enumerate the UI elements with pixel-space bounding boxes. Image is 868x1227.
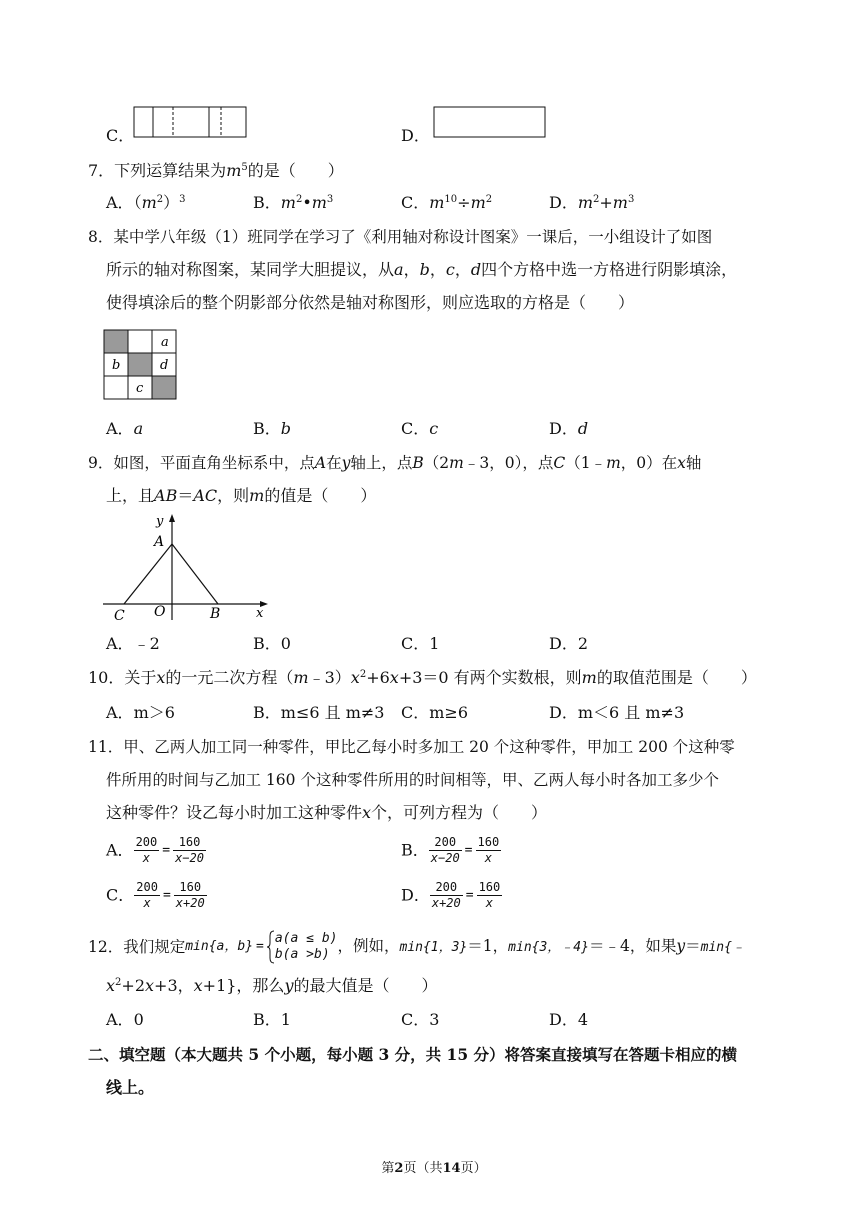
q11-stem-line2: 件所用的时间与乙加工 160 个这种零件所用的时间相等，甲、乙两人每小时各加工多少个: [106, 771, 719, 789]
grid-label-d: d: [160, 358, 169, 373]
section-2-heading-line1: 二、填空题（本大题共 5 个小题，每小题 3 分，共 15 分）将答案直接填写在答题卡相应的横: [88, 1045, 738, 1064]
q6-figure-c: [133, 106, 249, 139]
q9-stem-line2: 上，且AB＝AC，则m的值是（ ）: [106, 486, 377, 505]
q10-option-a[interactable]: A．m＞6: [106, 703, 175, 722]
page-footer: 第2页（共14页）: [381, 1161, 487, 1176]
q11-stem-line3: 这种零件？设乙每小时加工这种零件x个，可列方程为（ ）: [106, 803, 548, 822]
q12-stem-line1: 12．我们规定min{a，b} = a(a ≤ b) b(a >b) ，例如，min{1，3}＝1，min{3，﹣4}＝﹣4，如果y＝min{﹣: [88, 931, 745, 962]
grid-label-a: a: [161, 335, 169, 350]
fig-label-a: A: [154, 534, 165, 550]
q12-option-b[interactable]: B．1: [253, 1010, 291, 1029]
q9-option-a[interactable]: A．﹣2: [106, 634, 160, 653]
grid-label-b: b: [112, 358, 121, 373]
fig-label-c: C: [114, 608, 125, 624]
fig-label-y: y: [156, 514, 164, 529]
q10-option-b[interactable]: B．m≤6 且 m≠3: [253, 703, 385, 722]
q8-option-d[interactable]: D．d: [549, 419, 589, 438]
q12-option-d[interactable]: D．4: [549, 1010, 589, 1029]
q10-option-d[interactable]: D．m＜6 且 m≠3: [549, 703, 685, 722]
q8-stem-line1: 8．某中学八年级（1）班同学在学习了《利用轴对称设计图案》一课后，一小组设计了如图: [88, 228, 713, 246]
q7-option-a[interactable]: A．$(m^2)^3$: [106, 193, 186, 212]
q8-stem-line3: 使得填涂后的整个阴影部分依然是轴对称图形，则应选取的方格是（ ）: [106, 293, 635, 312]
q10-option-c[interactable]: C．m≥6: [401, 703, 469, 722]
option-label: C．: [106, 126, 135, 145]
q6-option-d[interactable]: [401, 126, 430, 146]
q7-option-c[interactable]: C．$m^{10}\div m^2$: [401, 193, 493, 212]
q12-stem-line2: $x^2+2x+3$，x+1}，那么y的最大值是（ ）: [106, 976, 438, 995]
q8-option-c[interactable]: C．c: [401, 419, 439, 438]
q11-option-c[interactable]: C． $\frac{200}{x}$ = $\frac{160}{x+20}$: [106, 880, 205, 910]
fig-label-o: O: [154, 604, 166, 620]
q12-option-c[interactable]: C．3: [401, 1010, 440, 1029]
q11-option-d[interactable]: D． $\frac{200}{x+20}$ = $\frac{160}{x}$: [401, 880, 501, 910]
fig-label-x: x: [256, 606, 264, 621]
q9-stem-line1: 9．如图，平面直角坐标系中，点A在y轴上，点B（2m﹣3，0），点C（1﹣m，0）在x轴: [88, 454, 702, 472]
q8-option-b[interactable]: B．b: [253, 419, 292, 438]
q7-option-d[interactable]: D．$m^2+m^3$: [549, 193, 635, 212]
q6-option-c[interactable]: [106, 126, 134, 146]
grid-label-c: c: [136, 381, 144, 396]
q7-option-b[interactable]: B．$m^2•m^3$: [253, 193, 334, 212]
q8-option-a[interactable]: A．a: [106, 419, 144, 438]
q9-option-d[interactable]: D．2: [549, 634, 589, 653]
q11-option-a[interactable]: A． $\frac{200}{x}$ = $\frac{160}{x-20}$: [106, 835, 204, 865]
q11-option-b[interactable]: B． $\frac{200}{x-20}$ = $\frac{160}{x}$: [401, 835, 500, 865]
fig-label-b: B: [210, 606, 221, 622]
q10-stem: 10．关于x的一元二次方程$(m﹣3)x^2+6x+3=0$ 有两个实数根，则m的取值范围是（ ）: [88, 668, 757, 687]
q12-option-a[interactable]: A．0: [106, 1010, 144, 1029]
q6-figure-d: [433, 106, 547, 139]
q8-stem-line2: 所示的轴对称图案，某同学大胆提议，从a，b，c，d四个方格中选一方格进行阴影填涂，: [106, 260, 738, 279]
q11-stem-line1: 11．甲、乙两人加工同一种零件，甲比乙每小时多加工 20 个这种零件，甲加工 200 个这种零: [88, 738, 735, 756]
q8-grid-figure: [103, 329, 179, 401]
q9-coordinate-figure: [100, 512, 272, 626]
section-2-heading-line2: 线上。: [106, 1078, 155, 1097]
option-label: D．: [401, 126, 430, 145]
left-brace-icon: [267, 930, 275, 964]
q7-stem: 7．下列运算结果为$m^5$的是（ ）: [88, 161, 344, 180]
q9-option-c[interactable]: C．1: [401, 634, 440, 653]
q9-option-b[interactable]: B．0: [253, 634, 291, 653]
